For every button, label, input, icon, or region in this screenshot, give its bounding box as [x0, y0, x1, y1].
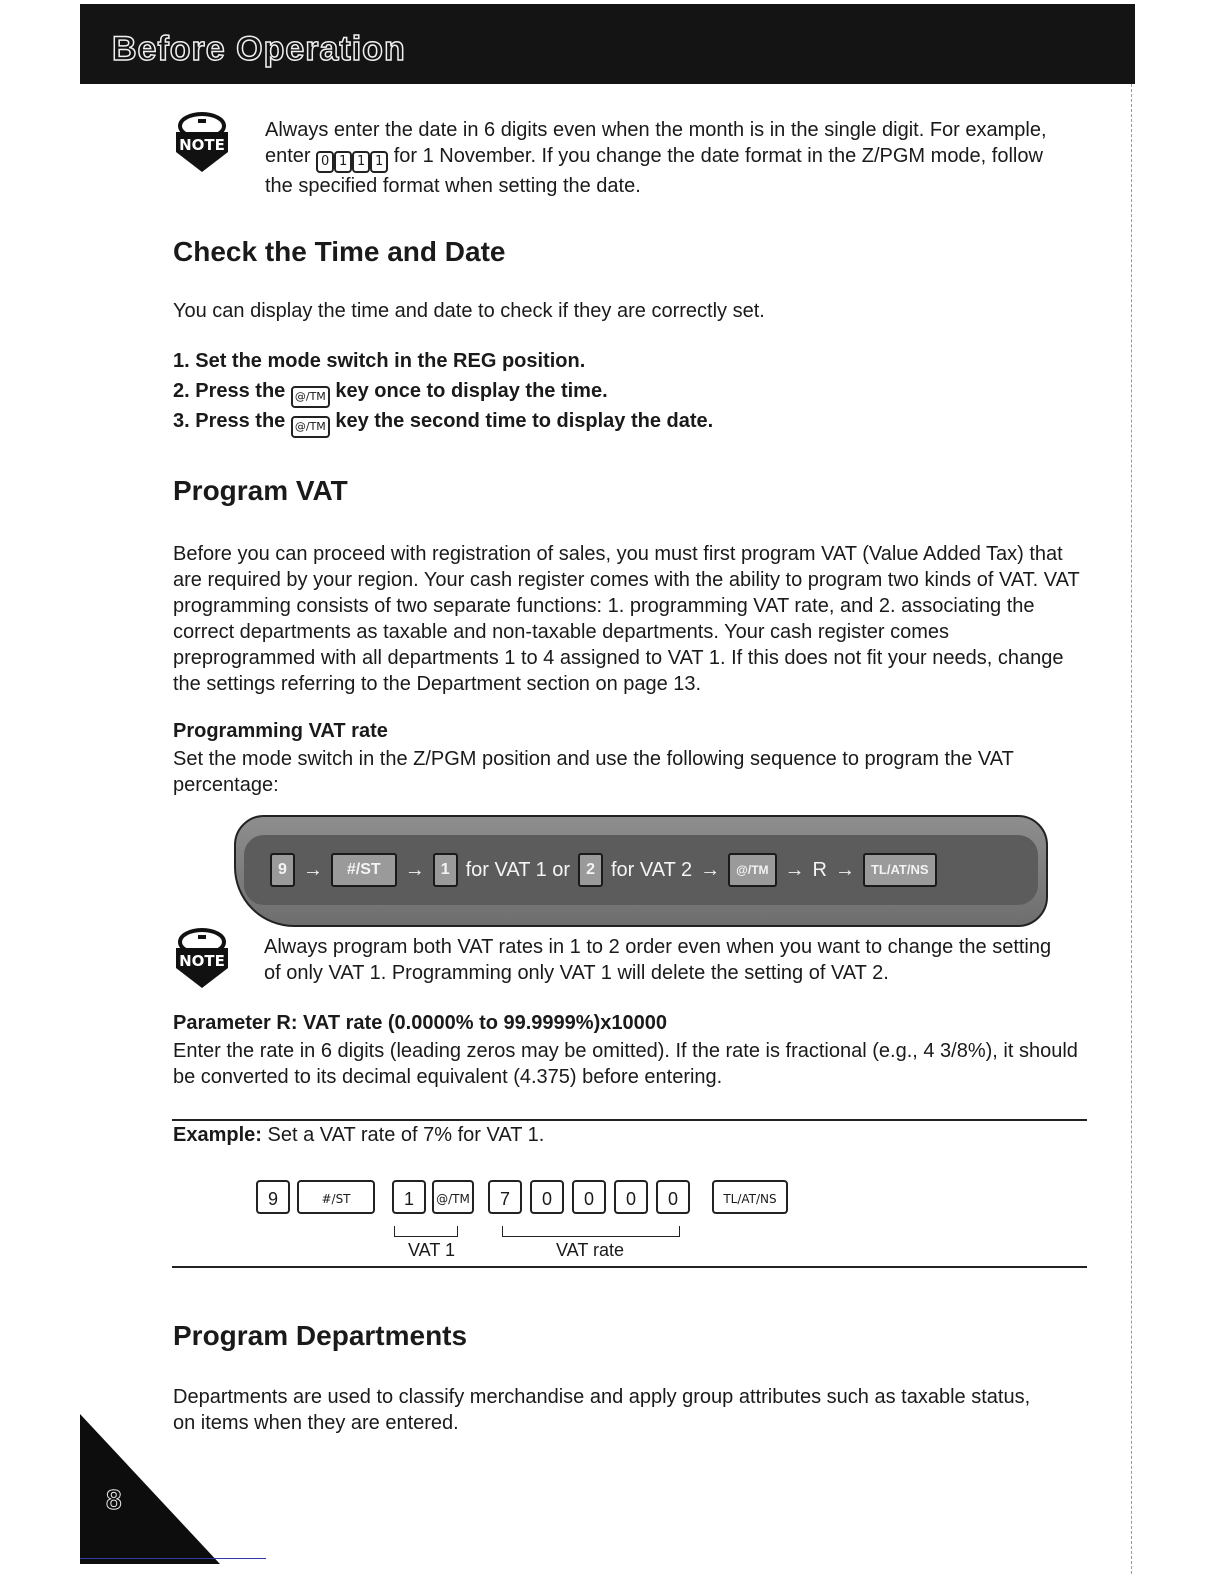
arrow-icon: → — [302, 858, 323, 881]
note-vat-order: Always program both VAT rates in 1 to 2 order even when you want to change the setting of only VAT 1. Programming only VAT 1 will delete the setting of VAT 2. — [264, 936, 1052, 984]
key-1: 1 — [370, 151, 388, 173]
key-tl-at-ns: TL/AT/NS — [863, 853, 937, 887]
vat1-label: VAT 1 — [408, 1240, 456, 1260]
example-text: Set a VAT rate of 7% for VAT 1. — [267, 1124, 545, 1146]
step-2-end: key once to display the time. — [335, 380, 608, 402]
vat-key-sequence — [234, 815, 1048, 927]
example-label: Example: — [173, 1124, 262, 1146]
step-1: 1. Set the mode switch in the REG position. — [173, 350, 586, 372]
parameter-r-text: Enter the rate in 6 digits (leading zeros may be omitted). If the rate is fractional (e.g., 4 3/8%), it should be converted to its decimal equivalent (4.375) before entering. — [173, 1040, 1078, 1088]
example-key-9: 9 — [256, 1180, 290, 1214]
note-icon — [172, 928, 232, 990]
heading-programming-vat-rate: Programming VAT rate — [173, 720, 388, 742]
arrow-icon: → — [404, 858, 425, 881]
example-key-st: #/ST — [297, 1180, 375, 1214]
step-3-start: 3. Press the — [173, 410, 286, 432]
vat-rate-intro: Set the mode switch in the Z/PGM position and use the following sequence to program the VAT percentage: — [173, 748, 1014, 796]
departments-text: Departments are used to classify merchandise and apply group attributes such as taxable status, on items when they are entered. — [173, 1386, 1031, 1434]
for-vat-2-text: for VAT 2 — [611, 858, 693, 881]
page-edge-divider — [1131, 84, 1132, 1574]
key-tm: @/TM — [728, 853, 776, 887]
section-title: Before Operation — [112, 30, 406, 68]
example-key-7: 7 — [488, 1180, 522, 1214]
step-3-end: key the second time to display the date. — [335, 410, 714, 432]
note-text-start: Always enter the date in 6 digits even when the month is in the single digit. For example, enter — [265, 119, 1047, 167]
key-1: 1 — [334, 151, 352, 173]
key-9: 9 — [270, 853, 295, 887]
note-icon-label: NOTE — [179, 136, 225, 154]
arrow-icon: → — [700, 858, 721, 881]
at-tm-key: @/TM — [291, 386, 330, 408]
example-line — [173, 1122, 544, 1148]
vat-intro: Before you can proceed with registration of sales, you must first program VAT (Value Added Tax) that are required by your region. Your cash register comes with the ability to program two kinds of VAT. VAT programming consists of two separate functions: 1. programming VAT rate, and 2. associating the correct departments as taxable and non-taxable departments. Your cash register comes preprogrammed with all departments 1 to 4 assigned to VAT 1. If this does not fit your needs, change the settings referring to the Department section on page 13. — [173, 543, 1080, 695]
step-2-start: 2. Press the — [173, 380, 286, 402]
example-key-tl-at-ns: TL/AT/NS — [712, 1180, 788, 1214]
example-key-0: 0 — [572, 1180, 606, 1214]
key-2: 2 — [578, 853, 603, 887]
vat-rate-label: VAT rate — [556, 1240, 625, 1260]
example-key-0: 0 — [614, 1180, 648, 1214]
example-key-0: 0 — [530, 1180, 564, 1214]
step-2 — [173, 380, 608, 408]
for-vat-1-text: for VAT 1 or — [465, 858, 571, 881]
arrow-icon: → — [834, 858, 855, 881]
parameter-r: R — [812, 858, 827, 881]
note-icon-label: NOTE — [179, 952, 225, 970]
page-number: 8 — [106, 1484, 122, 1515]
heading-parameter-r: Parameter R: VAT rate (0.0000% to 99.9999%)x10000 — [173, 1012, 667, 1034]
vat-rate-bracket — [502, 1226, 680, 1237]
page-corner-marker — [80, 1414, 220, 1564]
example-top-rule — [172, 1119, 1087, 1121]
heading-check-time-date: Check the Time and Date — [173, 236, 506, 267]
note-text-end: for 1 November. If you change the date format in the Z/PGM mode, follow the specified format when setting the date. — [265, 145, 1043, 197]
key-1: 1 — [433, 853, 458, 887]
example-bottom-rule — [172, 1266, 1087, 1268]
key-0: 0 — [316, 151, 334, 173]
vat-key-sequence-row — [244, 835, 1038, 905]
heading-program-vat: Program VAT — [173, 475, 348, 506]
note-date-format — [265, 117, 1065, 199]
at-tm-key: @/TM — [291, 416, 330, 438]
example-key-tm: @/TM — [432, 1180, 474, 1214]
example-key-0: 0 — [656, 1180, 690, 1214]
example-key-1: 1 — [392, 1180, 426, 1214]
key-st: #/ST — [331, 853, 397, 887]
check-intro: You can display the time and date to check if they are correctly set. — [173, 300, 765, 322]
corner-line — [80, 1558, 266, 1559]
key-1: 1 — [352, 151, 370, 173]
vat1-bracket — [394, 1226, 458, 1237]
note-icon — [172, 112, 232, 174]
heading-program-departments: Program Departments — [173, 1320, 468, 1351]
arrow-icon: → — [784, 858, 805, 881]
step-3 — [173, 410, 713, 438]
